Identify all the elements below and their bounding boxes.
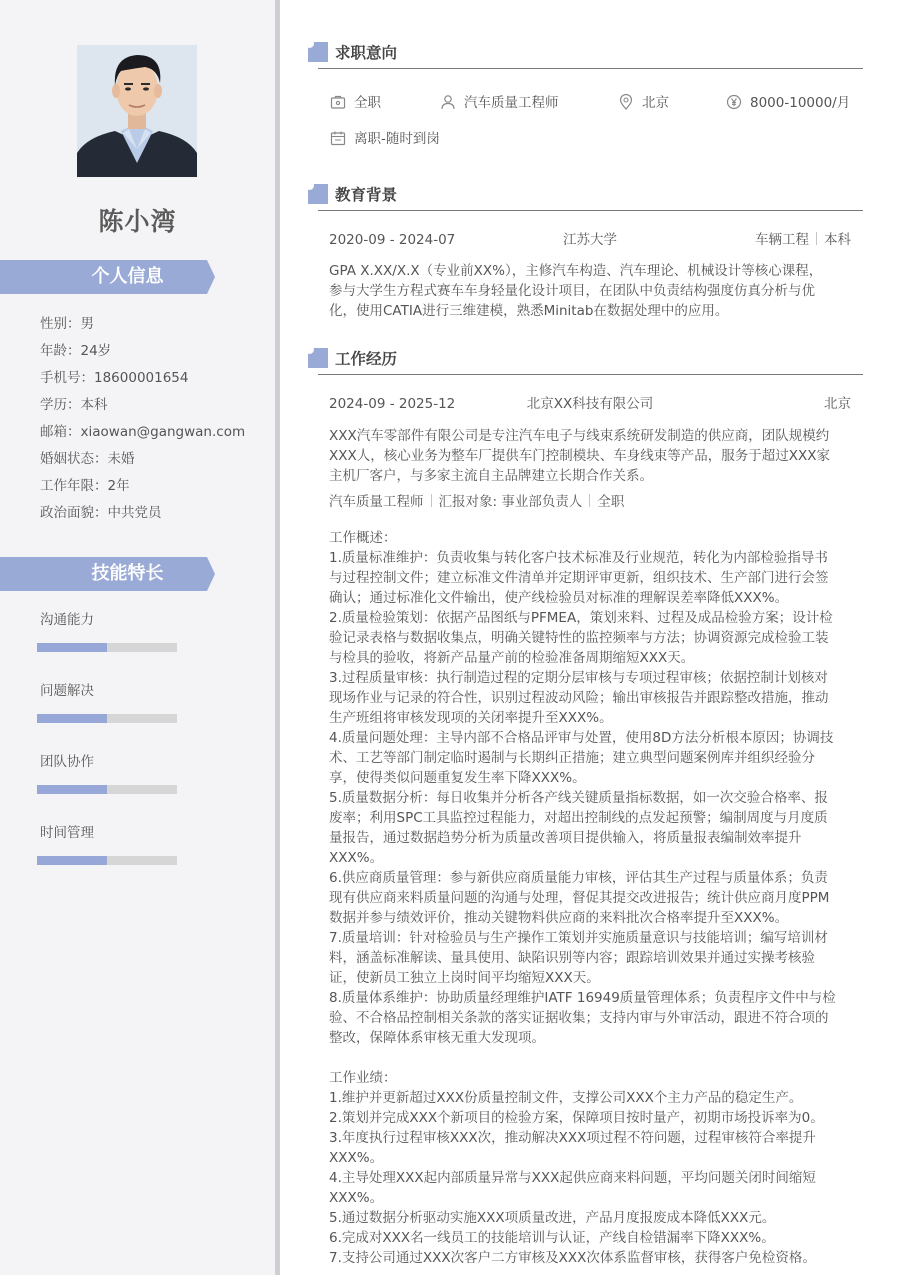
text-line: 化，使用CATIA进行三维建模，熟悉Minitab在数据处理中的应用。 bbox=[329, 303, 729, 319]
intent-salary-value: 8000-10000/月 bbox=[750, 95, 851, 111]
text-line: 4.质量问题处理：主导内部不合格品评审与处置，使用8D方法分析根本原因；协调技 bbox=[329, 730, 834, 746]
skill-name: 沟通能力 bbox=[40, 612, 94, 628]
separator bbox=[589, 494, 590, 507]
section-marker-icon bbox=[308, 184, 328, 204]
text-line: XXX%。 bbox=[329, 850, 384, 866]
skill-bar bbox=[37, 785, 177, 794]
text-line: 主机厂客户，与多家主流自主品牌建立长期合作关系。 bbox=[329, 468, 653, 484]
location-pin-icon bbox=[618, 94, 634, 110]
text-line: 工作业绩： bbox=[329, 1070, 397, 1086]
info-phone: 手机号：18600001654 bbox=[40, 370, 189, 386]
work-date: 2024-09 - 2025-12 bbox=[329, 396, 456, 412]
info-years: 工作年限：2年 bbox=[40, 478, 130, 494]
profile-photo bbox=[77, 45, 197, 177]
skill-item bbox=[40, 823, 260, 894]
personal-info-title: 个人信息 bbox=[91, 266, 164, 287]
skills-list bbox=[40, 610, 260, 894]
text-line: XXX人，核心业务为整车厂提供车门控制模块、车身线束等产品，服务于超过XXX家 bbox=[329, 448, 830, 464]
education-title: 教育背景 bbox=[335, 186, 398, 204]
sidebar-divider bbox=[275, 0, 280, 1275]
education-degree: 本科 bbox=[824, 232, 851, 248]
separator bbox=[816, 232, 817, 245]
skill-item bbox=[40, 752, 260, 823]
text-line: 7.支持公司通过XXX次客户二方审核及XXX次体系监督审核，获得客户免检资格。 bbox=[329, 1250, 816, 1266]
skill-name: 团队协作 bbox=[40, 754, 94, 770]
text-line: 享，使得类似问题重复发生率下降XXX%。 bbox=[329, 770, 586, 786]
text-line: XXX%。 bbox=[329, 1150, 384, 1166]
skill-item bbox=[40, 610, 260, 681]
work-company: 北京XX科技有限公司 bbox=[526, 396, 654, 412]
text-line: 工作概述： bbox=[329, 530, 397, 546]
text-line: 6.完成对XXX名一线员工的技能培训与认证，产线自检错漏率下降XXX%。 bbox=[329, 1230, 775, 1246]
intent-status bbox=[330, 129, 440, 149]
user-icon bbox=[440, 94, 456, 110]
work-role-row bbox=[329, 492, 854, 512]
education-header-row bbox=[329, 230, 851, 250]
text-line: 4.主导处理XXX起内部质量异常与XXX起供应商来料问题，平均问题关闭时间缩短 bbox=[329, 1170, 816, 1186]
text-line: 8.质量体系维护：协助质量经理维护IATF 16949质量管理体系；负责程序文件中与检 bbox=[329, 990, 836, 1006]
company-intro bbox=[329, 426, 854, 486]
info-political: 政治面貌：中共党员 bbox=[40, 505, 162, 521]
text-line bbox=[329, 1048, 854, 1068]
text-line: 参与大学生方程式赛车车身轻量化设计项目，在团队中负责结构强度仿真分析与优 bbox=[329, 283, 815, 299]
personal-info-header bbox=[0, 260, 215, 294]
skills-title: 技能特长 bbox=[91, 563, 164, 584]
calendar-icon bbox=[330, 130, 346, 146]
intent-title: 求职意向 bbox=[335, 44, 398, 62]
text-line: 1.维护并更新超过XXX份质量控制文件，支撑公司XXX个主力产品的稳定生产。 bbox=[329, 1090, 803, 1106]
text-line: 废率；利用SPC工具监控过程能力，对超出控制线的点发起预警；编制周度与月度质 bbox=[329, 810, 828, 826]
text-line: 1.质量标准维护：负责收集与转化客户技术标准及行业规范，转化为内部检验指导书 bbox=[329, 550, 828, 566]
text-line: 证，使新员工独立上岗时间平均缩短XXX天。 bbox=[329, 970, 600, 986]
text-line: 料，涵盖标准解读、量具使用、缺陷识别等内容；跟踪培训效果并通过实操考核验 bbox=[329, 950, 815, 966]
text-line: 3.过程质量审核：执行制造过程的定期分层审核与专项过程审核；依据控制计划核对 bbox=[329, 670, 828, 686]
intent-position-value: 汽车质量工程师 bbox=[464, 95, 559, 111]
education-major-degree bbox=[755, 230, 851, 250]
section-marker-icon bbox=[308, 42, 328, 62]
intent-type-value: 全职 bbox=[354, 95, 381, 111]
skill-bar-fill bbox=[37, 785, 107, 794]
section-underline bbox=[318, 210, 863, 211]
section-marker-icon bbox=[308, 348, 328, 368]
text-line: 2.质量检验策划：依据产品图纸与PFMEA，策划来料、过程及成品检验方案；设计检 bbox=[329, 610, 833, 626]
work-section-header bbox=[306, 348, 863, 378]
intent-city-value: 北京 bbox=[642, 95, 669, 111]
text-line: 整改，保障体系审核无重大发现项。 bbox=[329, 1030, 545, 1046]
section-underline bbox=[318, 374, 863, 375]
skill-name: 时间管理 bbox=[40, 825, 94, 841]
text-line: 5.质量数据分析：每日收集并分析各产线关键质量指标数据，如一次交验合格率、报 bbox=[329, 790, 828, 806]
text-line: 验记录表格与数据收集点，明确关键特性的监控频率与方法；协调资源完成检验工装 bbox=[329, 630, 829, 646]
text-line: 生产班组将审核发现项的关闭率提升至XXX%。 bbox=[329, 710, 613, 726]
work-role: 汽车质量工程师 bbox=[329, 494, 424, 510]
skill-bar-fill bbox=[37, 714, 107, 723]
text-line: 现场作业与记录的符合性，识别过程波动风险；输出审核报告并跟踪整改措施，推动 bbox=[329, 690, 829, 706]
info-age: 年龄：24岁 bbox=[40, 343, 112, 359]
work-detail bbox=[329, 528, 854, 1268]
work-report-to: 汇报对象: 事业部负责人 bbox=[438, 494, 583, 510]
skill-bar-fill bbox=[37, 643, 107, 652]
work-city: 北京 bbox=[824, 396, 851, 412]
text-line: 量报告，通过数据趋势分析为质量改善项目提供输入，将质量报表编制效率提升 bbox=[329, 830, 802, 846]
yen-icon bbox=[726, 94, 742, 110]
text-line: 确认；通过标准化文件输出，使产线检验员对标准的理解误差率降低XXX%。 bbox=[329, 590, 789, 606]
info-email: 邮箱：xiaowan@gangwan.com bbox=[40, 424, 246, 440]
education-section-header bbox=[306, 184, 863, 214]
skill-item bbox=[40, 681, 260, 752]
briefcase-icon bbox=[330, 94, 346, 110]
text-line: XXX汽车零部件有限公司是专注汽车电子与线束系统研发制造的供应商，团队规模约 bbox=[329, 428, 830, 444]
work-job-type: 全职 bbox=[597, 494, 625, 510]
intent-city bbox=[618, 93, 669, 113]
section-underline bbox=[318, 68, 863, 69]
intent-section-header bbox=[306, 42, 863, 72]
info-marital: 婚姻状态：未婚 bbox=[40, 451, 135, 467]
text-line: 与检具的验收，将新产品量产前的检验准备周期缩短XXX天。 bbox=[329, 650, 695, 666]
skill-bar bbox=[37, 714, 177, 723]
text-line: 7.质量培训：针对检验员与生产操作工策划并实施质量意识与技能培训；编写培训材 bbox=[329, 930, 828, 946]
education-date: 2020-09 - 2024-07 bbox=[329, 232, 456, 248]
text-line: 现有供应商来料质量问题的沟通与处理，督促其提交改进报告；统计供应商月度PPM bbox=[329, 890, 830, 906]
text-line: 6.供应商质量管理：参与新供应商质量能力审核，评估其生产过程与质量体系；负责 bbox=[329, 870, 828, 886]
text-line: 3.年度执行过程审核XXX次，推动解决XXX项过程不符问题，过程审核符合率提升 bbox=[329, 1130, 816, 1146]
text-line: 2.策划并完成XXX个新项目的检验方案，保障项目按时量产，初期市场投诉率为0。 bbox=[329, 1110, 824, 1126]
skill-bar bbox=[37, 856, 177, 865]
personal-info-list bbox=[40, 314, 270, 530]
education-description bbox=[329, 261, 854, 321]
skill-bar-fill bbox=[37, 856, 107, 865]
text-line: 与过程控制文件；建立标准文件清单并定期评审更新，组织技术、生产部门进行会签 bbox=[329, 570, 829, 586]
text-line: 数据并参与绩效评价，推动关键物料供应商的来料批次合格率提升至XXX%。 bbox=[329, 910, 789, 926]
text-line: 5.通过数据分析驱动实施XXX项质量改进，产品月度报废成本降低XXX元。 bbox=[329, 1210, 776, 1226]
education-major: 车辆工程 bbox=[755, 232, 809, 248]
work-header-row bbox=[329, 394, 851, 414]
education-school: 江苏大学 bbox=[563, 232, 617, 248]
text-line: 验、不合格品控制相关条款的落实证据收集；支持内审与外审活动，跟进不符合项的 bbox=[329, 1010, 829, 1026]
info-education: 学历：本科 bbox=[40, 397, 108, 413]
intent-salary bbox=[726, 93, 850, 113]
text-line: GPA X.XX/X.X（专业前XX%），主修汽车构造、汽车理论、机械设计等核心课程， bbox=[329, 263, 823, 279]
skills-header bbox=[0, 557, 215, 591]
text-line: XXX%。 bbox=[329, 1190, 384, 1206]
separator bbox=[431, 494, 432, 507]
intent-type bbox=[330, 93, 381, 113]
text-line: 术、工艺等部门制定临时遏制与长期纠正措施；建立典型问题案例库并组织经验分 bbox=[329, 750, 815, 766]
candidate-name: 陈小湾 bbox=[98, 207, 177, 236]
info-gender: 性别：男 bbox=[40, 316, 94, 332]
skill-bar bbox=[37, 643, 177, 652]
work-title: 工作经历 bbox=[335, 350, 398, 368]
intent-position bbox=[440, 93, 559, 113]
skill-name: 问题解决 bbox=[40, 683, 94, 699]
intent-status-value: 离职-随时到岗 bbox=[354, 131, 440, 147]
